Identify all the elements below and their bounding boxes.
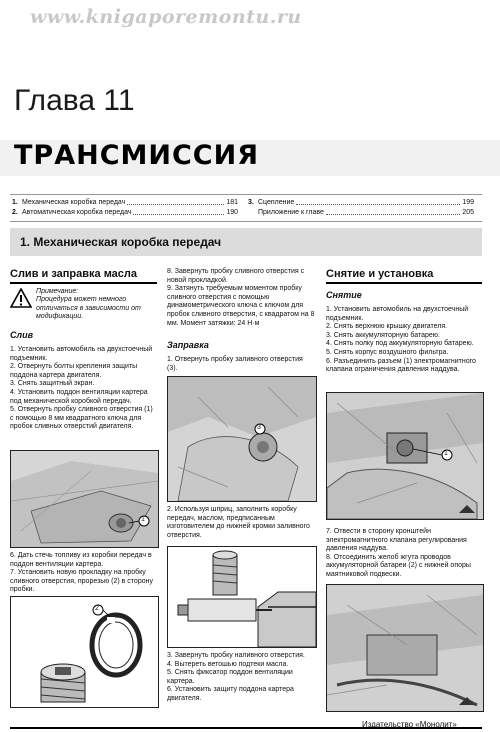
step: 4. Установить поддон вентиляции картера под механической коробкой передач. xyxy=(10,388,148,405)
toc-page: 199 xyxy=(462,199,474,206)
warning-icon xyxy=(10,288,32,308)
step: 6. Дать стечь топливу из коробки передач в поддон вентиляции картера. xyxy=(10,552,152,568)
page-title: ТРАНСМИССИЯ xyxy=(14,140,259,171)
col1-steps xyxy=(10,346,158,432)
toc-page: 205 xyxy=(462,209,474,216)
callout-1: 1 xyxy=(444,450,448,457)
note-label: Примечание: xyxy=(36,288,79,295)
footer-rule xyxy=(10,727,482,729)
step: 2. Используя шприц, заполнить коробку передач, маслом, предписанным изготовителем до нижней кромки заливного отверстия. xyxy=(167,506,310,539)
toc-number: 1. xyxy=(12,199,18,206)
step: 6. Установить защиту поддона картера двигателя. xyxy=(167,686,294,702)
col1-steps-2 xyxy=(10,552,158,595)
callout-1: 1 xyxy=(141,516,145,523)
figure-fill-plug xyxy=(167,376,317,502)
step: 5. Снять фиксатор поддон вентиляции картера. xyxy=(167,669,293,685)
step: 2. Отвернуть болты крепления защиты поддона картера двигателя. xyxy=(10,363,138,379)
col1-heading-rule xyxy=(10,282,157,284)
step: 8. Завернуть пробку сливного отверстия с новой прокладкой. xyxy=(167,268,305,284)
toc-entry[interactable] xyxy=(248,198,474,208)
section-title: 1. Механическая коробка передач xyxy=(20,235,222,249)
chapter-heading: Глава 11 xyxy=(14,84,135,117)
step: 1. Отвернуть пробку заливного отверстия (3). xyxy=(167,356,303,372)
toc-label: Автоматическая коробка передач xyxy=(22,209,132,216)
callout-2: 2 xyxy=(95,605,99,612)
step: 1. Установить автомобиль на двухстоечный подъемник. xyxy=(326,306,469,322)
col3-heading-rule xyxy=(326,282,482,284)
table-of-contents xyxy=(10,194,482,222)
toc-label: Сцепление xyxy=(258,199,295,206)
step: 5. Отвернуть пробку сливного отверстия (1) с помощью 8 мм квадратного ключа для пробок сливных отверстий двигателя. xyxy=(10,406,153,431)
col3-subheading: Снятие xyxy=(326,290,362,300)
step: 2. Снять верхнюю крышку двигателя. xyxy=(326,323,448,331)
step: 9. Затянуть требуемым моментом пробку сливного отверстия с помощью динамометрического ключа с ключом для пробок сливного отверстия, с квадратом на 8 мм. Момент затяжки: 24 Н·м xyxy=(167,285,315,327)
toc-entry[interactable] xyxy=(12,208,238,218)
col2-steps-3 xyxy=(167,506,315,540)
figure-drain-plug-gasket xyxy=(10,596,159,708)
col1-subheading: Слив xyxy=(10,330,34,340)
toc-entry[interactable] xyxy=(12,198,238,208)
toc-number xyxy=(248,208,258,218)
figure-drain-plug xyxy=(10,450,159,548)
toc-entry[interactable] xyxy=(248,208,474,218)
step: 4. Снять полку под аккумуляторную батарею. xyxy=(326,340,474,348)
col2-steps-2 xyxy=(167,356,315,373)
step: 3. Завернуть пробку наливного отверстия. xyxy=(167,652,305,659)
watermark: www.knigaporemontu.ru xyxy=(30,6,302,28)
col3-steps-2 xyxy=(326,528,482,580)
note xyxy=(36,288,158,322)
toc-number: 3. xyxy=(248,199,254,206)
step: 1. Установить автомобиль на двухстоечный подъемник. xyxy=(10,346,153,362)
toc-label: Механическая коробка передач xyxy=(22,199,126,206)
figure-battery-harness xyxy=(326,584,484,712)
figure-syringe-fill xyxy=(167,546,317,648)
col3-heading: Снятие и установка xyxy=(326,268,434,280)
step: 3. Снять аккумуляторную батарею. xyxy=(326,331,440,339)
step: 7. Установить новую прокладку на пробку сливного отверстия, прорезью (2) в сторону пробки. xyxy=(10,569,153,594)
toc-page: 181 xyxy=(226,199,238,206)
step: 6. Разъединить разъем (1) электромагнитного клапана ограничения давления наддува. xyxy=(326,357,476,374)
col2-steps xyxy=(167,268,315,328)
col2-steps-4 xyxy=(167,652,315,704)
col3-steps xyxy=(326,306,482,375)
col1-heading: Слив и заправка масла xyxy=(10,268,138,280)
callout-3: 3 xyxy=(257,424,261,431)
step: 3. Снять защитный экран. xyxy=(10,380,95,388)
publisher: Издательство «Монолит» xyxy=(362,720,457,729)
col2-subheading: Заправка xyxy=(167,340,209,350)
step: 4. Вытереть ветошью подтеки масла. xyxy=(167,660,289,668)
toc-page: 190 xyxy=(226,209,238,216)
toc-number: 2. xyxy=(12,209,18,216)
note-text: Процедура может немного отличаться в зависимости от модификации. xyxy=(36,296,141,321)
toc-label: Приложение к главе xyxy=(258,209,324,216)
step: 7. Отвести в сторону кронштейн электромагнитного клапана регулирования давления наддува. xyxy=(326,528,467,553)
step: 5. Снять корпус воздушного фильтра. xyxy=(326,348,449,356)
figure-solenoid-connector xyxy=(326,392,484,520)
step: 8. Отсоединить желоб жгута проводов аккумуляторной батареи (2) с нижней опоры маятниковой подвески. xyxy=(326,553,471,578)
